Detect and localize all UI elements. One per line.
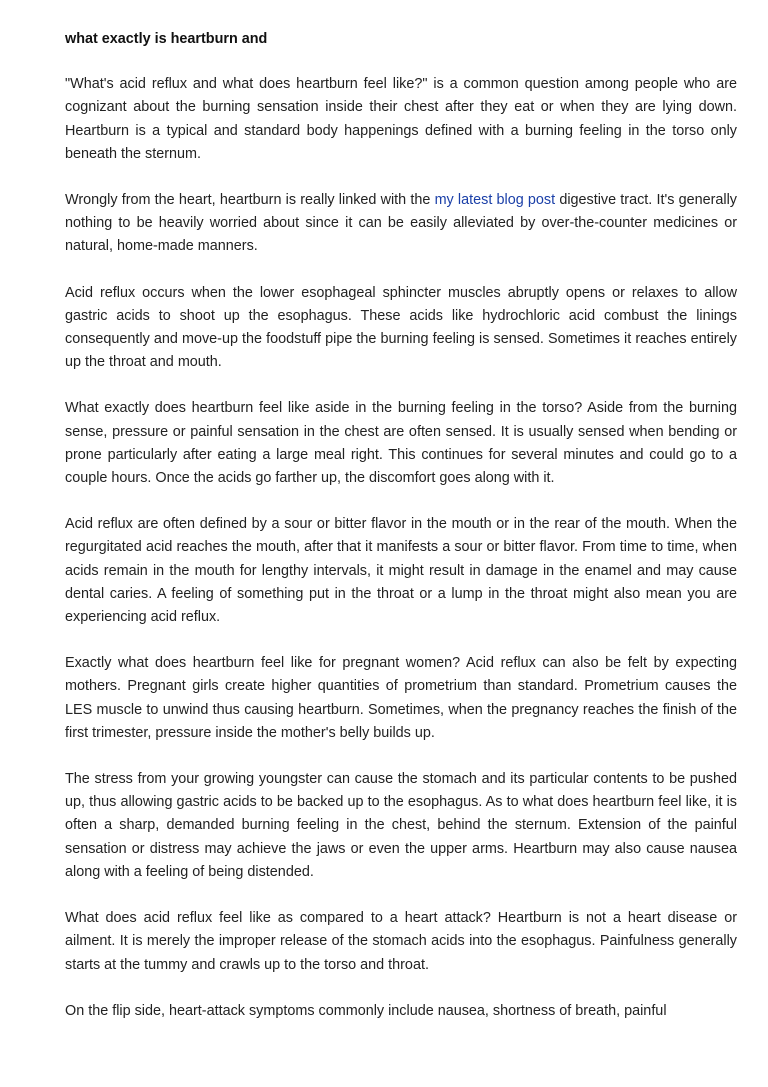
paragraph-7: The stress from your growing youngster can cause the stomach and its particular contents to be pushed up, thus allowing gastric acids to be backed up to the esophagus. As to what does heartburn feel like, it is often a sharp, demanded burning feeling in the chest, behind the sternum. Extension of the painful sensation or distress may achieve the jaws or even the upper arms. Heartburn may also cause nausea along with a feeling of being distended. xyxy=(65,771,737,880)
paragraph-2-before-link: Wrongly from the heart, heartburn is really linked with the xyxy=(65,192,435,209)
paragraph-2 xyxy=(65,189,737,259)
paragraph-6: Exactly what does heartburn feel like for pregnant women? Acid reflux can also be felt by expecting mothers. Pregnant girls create higher quantities of prometrium than standard. Prometrium causes the LES muscle to unwind thus causing heartburn. Sometimes, when the pregnancy reaches the finish of the first trimester, pressure inside the mother's belly builds up. xyxy=(65,655,737,741)
paragraph-1: "What's acid reflux and what does heartburn feel like?" is a common question among people who are cognizant about the burning sensation inside their chest after they eat or when they are lying down. Heartburn is a typical and standard body happenings defined with a burning feeling in the torso only beneath the sternum. xyxy=(65,76,737,162)
paragraph-3: Acid reflux occurs when the lower esophageal sphincter muscles abruptly opens or relaxes to allow gastric acids to shoot up the esophagus. These acids like hydrochloric acid combust the linings consequently and move-up the foodstuff pipe the burning feeling is sensed. Sometimes it reaches entirely up the throat and mouth. xyxy=(65,284,737,371)
paragraph-5: Acid reflux are often defined by a sour or bitter flavor in the mouth or in the rear of the mouth. When the regurgitated acid reaches the mouth, after that it manifests a sour or bitter flavor. From time to time, when acids remain in the mouth for lengthy intervals, it might result in damage in the enamel and may cause dental caries. A feeling of something put in the throat or a lump in the throat might also mean you are experiencing acid reflux. xyxy=(65,516,737,626)
paragraph-8: What does acid reflux feel like as compared to a heart attack? Heartburn is not a heart disease or ailment. It is merely the improper release of the stomach acids into the esophagus. Painfulness generally starts at the tummy and crawls up to the torso and throat. xyxy=(65,910,737,973)
blog-post-link[interactable]: my latest blog post xyxy=(434,192,556,209)
paragraph-4: What exactly does heartburn feel like aside in the burning feeling in the torso? Aside from the burning sense, pressure or painful sensation in the chest are often sensed. It is usually sensed when bending or prone particularly after eating a large meal right. This continues for several minutes and could go to a couple hours. Once the acids go farther up, the discomfort goes along with it. xyxy=(65,400,737,487)
document-page xyxy=(65,28,737,1046)
paragraph-2-after-link: digestive tract. It's generally nothing to be heavily worried about since it can be easily alleviated by over-the-counter medicines or natural, home-made manners. xyxy=(65,192,737,255)
document-title: what exactly is heartburn and xyxy=(65,31,268,47)
paragraph-9: On the flip side, heart-attack symptoms commonly include nausea, shortness of breath, painful xyxy=(65,1002,667,1019)
